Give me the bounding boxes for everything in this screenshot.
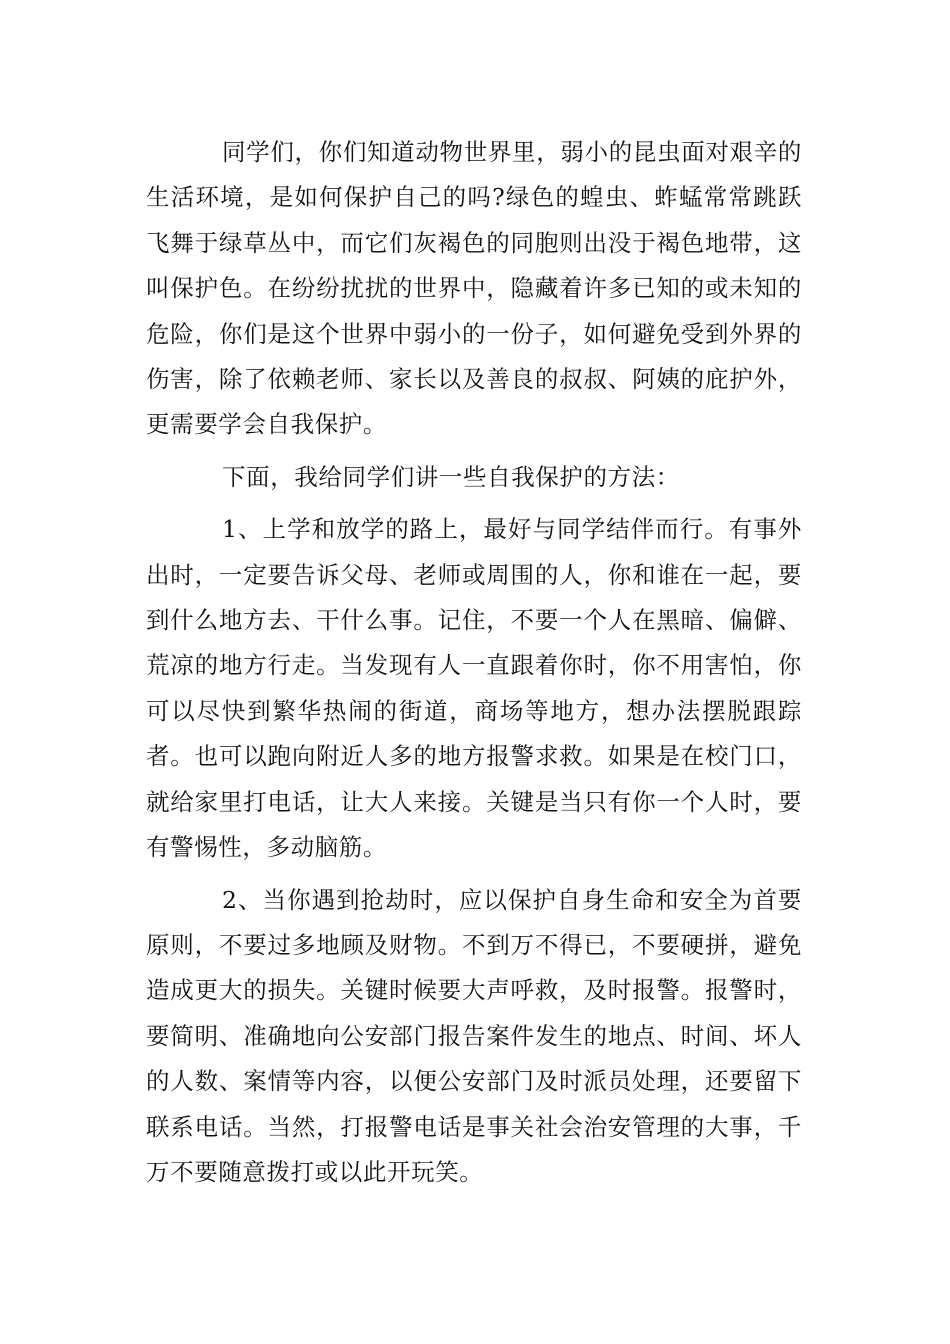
paragraph-method-2: 2、当你遇到抢劫时，应以保护自身生命和安全为首要原则，不要过多地顾及财物。不到万不得已，不要硬拼，避免造成更大的损失。关键时候要大声呼救，及时报警。报警时，要简明、准确地向公安部门报告案件发生的地点、时间、坏人的人数、案情等内容，以便公安部门及时派员处理，还要留下联系电话。当然，打报警电话是事关社会治安管理的大事，千万不要随意拨打或以此开玩笑。 <box>146 885 802 1186</box>
paragraph-methods-intro: 下面，我给同学们讲一些自我保护的方法： <box>222 462 680 491</box>
paragraph-intro: 同学们，你们知道动物世界里，弱小的昆虫面对艰辛的生活环境，是如何保护自己的吗?绿色的蝗虫、蚱蜢常常跳跃飞舞于绿草丛中，而它们灰褐色的同胞则出没于褐色地带，这叫保护色。在纷纷扰扰的世界中，隐藏着许多已知的或未知的危险，你们是这个世界中弱小的一份子，如何避免受到外界的伤害，除了依赖老师、家长以及善良的叔叔、阿姨的庇护外，更需要学会自我保护。 <box>146 138 802 439</box>
document-body <box>146 130 802 1202</box>
paragraph-method-1: 1、上学和放学的路上，最好与同学结伴而行。有事外出时，一定要告诉父母、老师或周围的人，你和谁在一起，要到什么地方去、干什么事。记住，不要一个人在黑暗、偏僻、荒凉的地方行走。当发现有人一直跟着你时，你不用害怕，你可以尽快到繁华热闹的街道，商场等地方，想办法摆脱跟踪者。也可以跑向附近人多的地方报警求救。如果是在校门口，就给家里打电话，让大人来接。关键是当只有你一个人时，要有警惕性，多动脑筋。 <box>146 515 802 862</box>
